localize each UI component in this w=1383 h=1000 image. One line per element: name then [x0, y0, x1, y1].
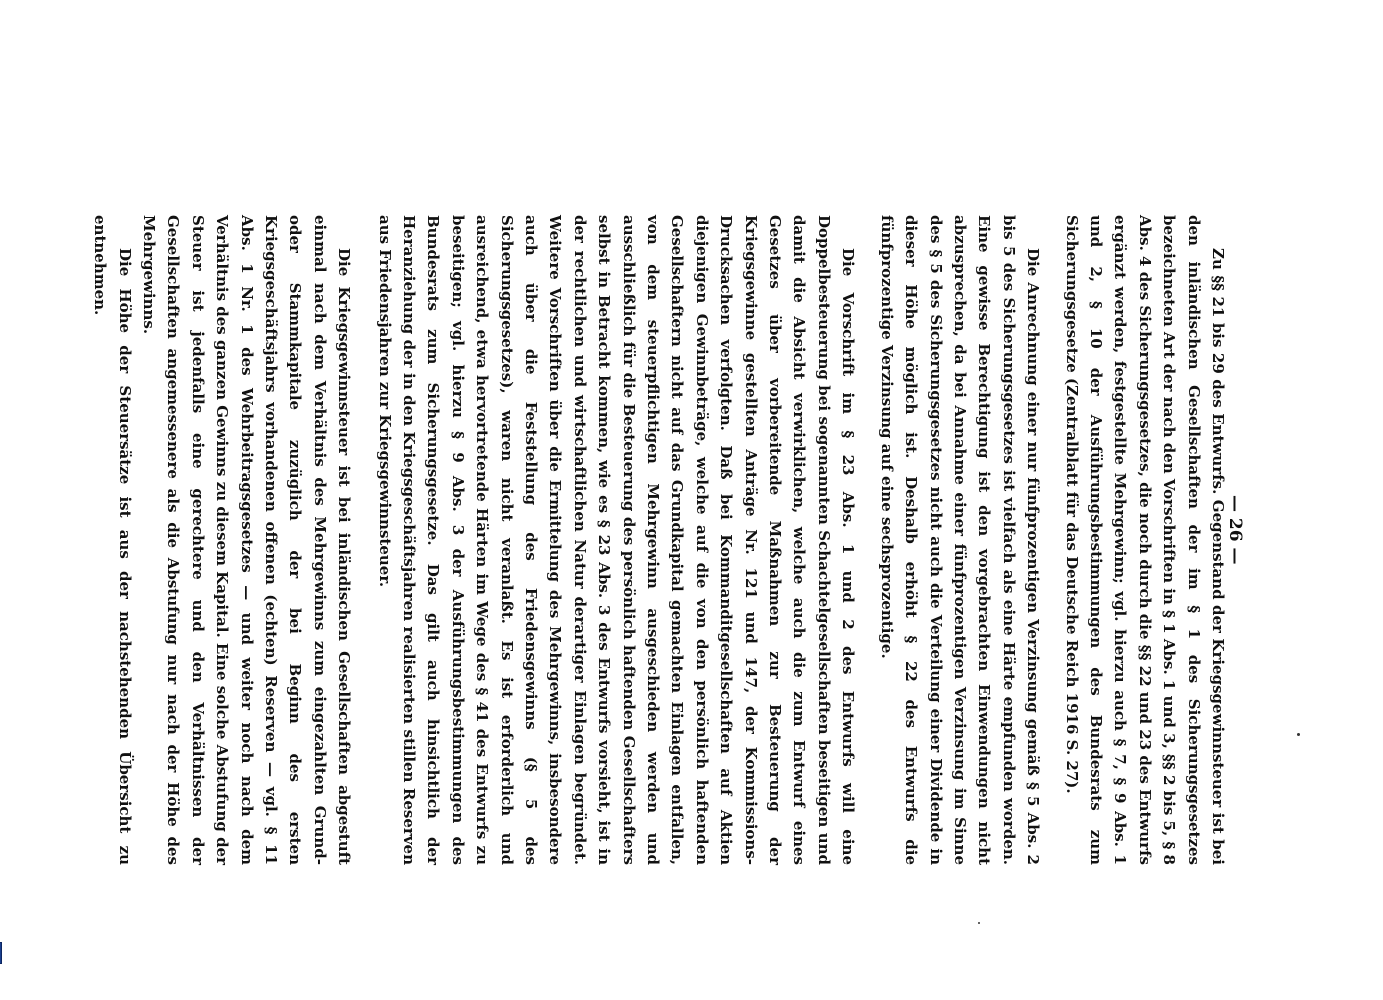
credit-text — [0, 606, 2, 931]
paragraph-tax-graduation: Die Kriegsgewinnsteuer ist bei inländischen Gesellschaften abgestuft einmal nach dem Verhältnis des Mehrgewinns zum eingezahlten Grund- oder Stammkapitale zuzüglich der bei Beginn des ersten Kriegsgeschäftsjahrs vorhandenen offenen (echten) Reserven — vgl. § 11 Abs. 1 Nr. 1 des Wehrbeitragsgesetzes — und weiter noch nach dem Verhältnis des ganzen Gewinns zu diesem Kapital. Eine solche Abstufung der Steuer ist jedenfalls eine gerechtere und den Verhältnissen der Gesellschaften angemessenere als die Abstufung nur nach der Höhe des Mehrgewinns. — [139, 215, 354, 865]
paragraph-tax-rates: Die Höhe der Steuersätze ist aus der nachstehenden Übersicht zu entnehmen. — [91, 215, 134, 865]
dfg-logo-icon — [0, 942, 2, 964]
digitization-credit — [0, 606, 2, 986]
page-number: — 26 — — [1225, 495, 1245, 565]
document-body — [91, 215, 1230, 865]
scan-speck — [1297, 733, 1300, 736]
paragraph-interest-rate: Die Anrechnung einer nur fünfprozentigen Verzinsung gemäß § 5 Abs. 2 bis 5 des Sicherungsgesetzes ist vielfach als eine Härte empfunden worden. Eine gewisse Berechtigung ist den vorgebrachten Einwendungen nicht abzusprechen, da bei Annahme einer fünfprozentigen Verzinsung im Sinne des § 5 des Sicherungsgesetzes nicht auch die Verteilung einer Dividende in dieser Höhe möglich ist. Deshalb erhöht § 22 des Entwurfs die fünfprozentige Verzinsung auf eine sechsprozentige. — [877, 215, 1043, 865]
paragraph-double-taxation: Die Vorschrift im § 23 Abs. 1 und 2 des Entwurfs will eine Doppelbesteuerung bei sogenannten Schachtelgesellschaften beseitigen und damit die Absicht verwirklichen, welche auch die zum Entwurf eines Gesetzes über vorbereitende Maßnahmen zur Besteuerung der Kriegsgewinne gestellten Anträge Nr. 121 und 147, der Kommissions-Drucksachen verfolgten. Daß bei Kommanditgesellschaften auf Aktien diejenigen Gewinnbeträge, welche auf die von den persönlich haftenden Gesellschaftern nicht auf das Grundkapital gemachten Einlagen entfallen, von dem steuerpflichtigen Mehrgewinn ausgeschieden werden und ausschließlich für die Besteuerung des persönlich haftenden Gesellschafters selbst in Betracht kommen, wie es § 23 Abs. 3 des Entwurfs vorsieht, ist in der rechtlichen und wirtschaftlichen Natur derartiger Einlagen begründet. Weitere Vorschriften über die Ermittelung des Mehrgewinns, insbesondere auch über die Feststellung des Friedensgewinns (§ 5 des Sicherungsgesetzes), waren nicht veranlaßt. Es ist erforderlich und ausreichend, etwa hervortretende Härten im Wege des § 41 des Entwurfs zu beseitigen; vgl. hierzu § 9 Abs. 3 der Ausführungsbestimmungen des Bundesrats zum Sicherungsgesetze. Das gilt auch hinsichtlich der Heranziehung der in den Kriegsgeschäftsjahren realisierten stillen Reserven aus Friedensjahren zur Kriegsgewinnsteuer. — [375, 215, 858, 865]
scan-speck — [978, 922, 980, 924]
paragraph-scope: Zu §§ 21 bis 29 des Entwurfs. Gegenstand der Kriegsgewinnsteuer ist bei den inländischen Gesellschaften der im § 1 des Sicherungsgesetzes bezeichneten Art der nach den Vorschriften in § 1 Abs. 1 und 3, §§ 2 bis 5, § 8 Abs. 4 des Sicherungsgesetzes, die noch durch die §§ 22 und 23 des Entwurfs ergänzt werden, festgestellte Mehrgewinn; vgl. hierzu auch § 7, § 9 Abs. 1 und 2, § 10 der Ausführungsbestimmungen des Bundesrats zum Sicherungsgesetze (Zentralblatt für das Deutsche Reich 1916 S. 27). — [1062, 215, 1227, 865]
